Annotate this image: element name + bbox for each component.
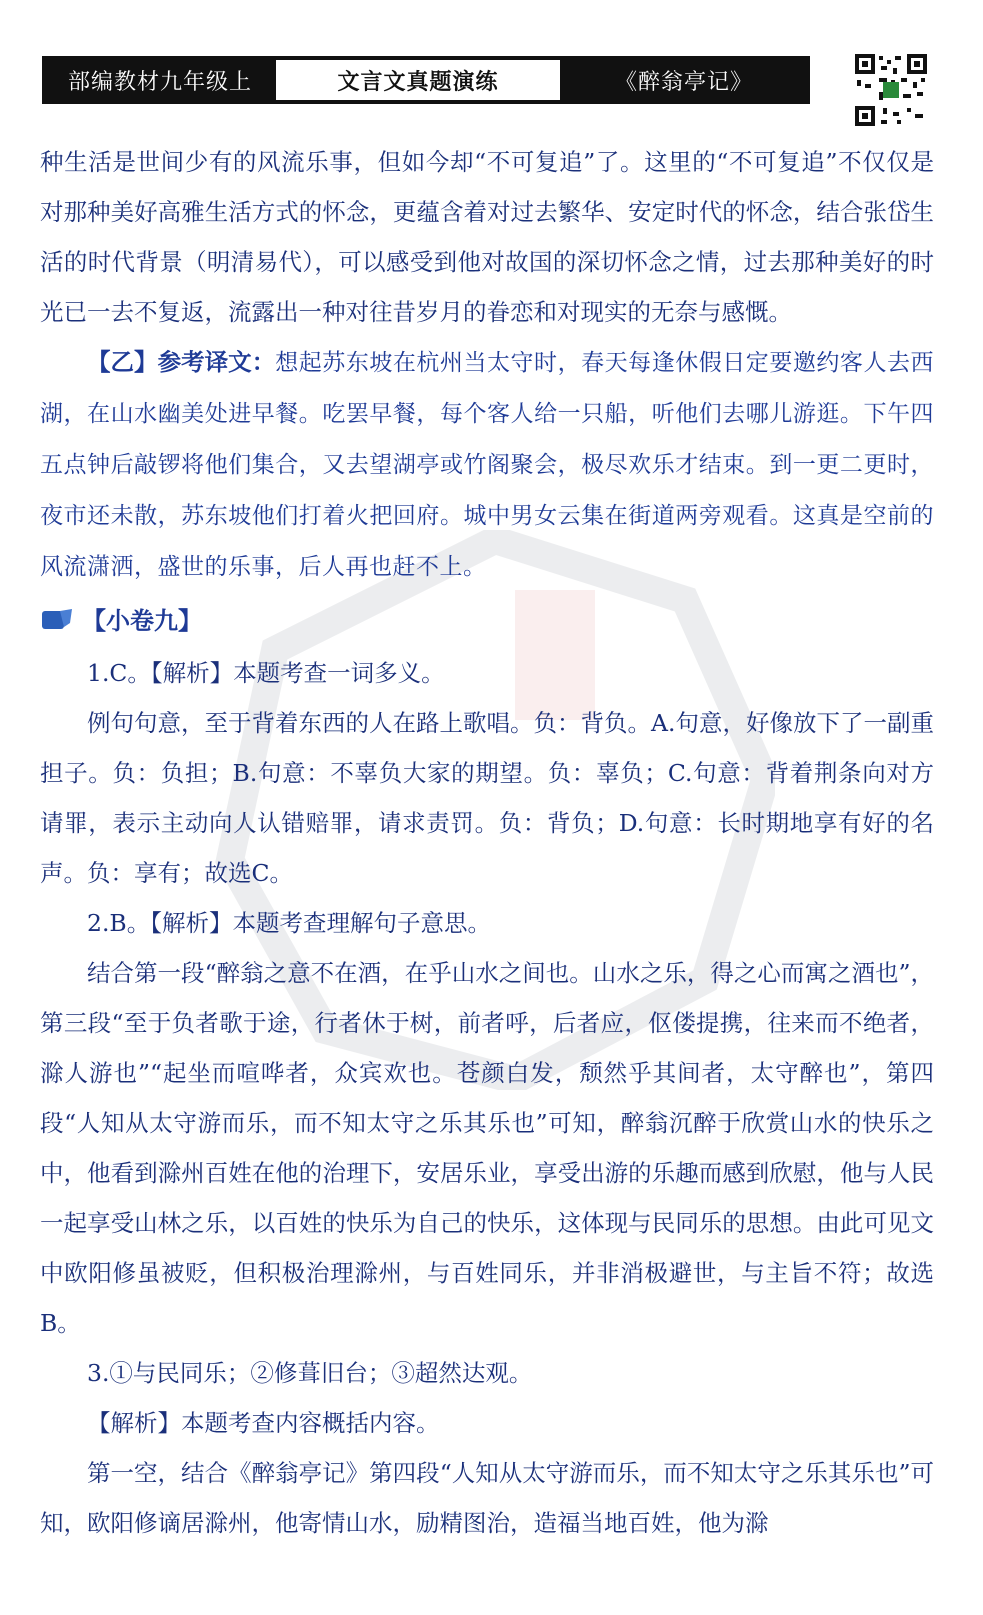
q3-jiexi: 【解析】本题考查内容概括内容。 bbox=[87, 1409, 440, 1437]
q2-analysis: 结合第一段“醉翁之意不在酒，在乎山水之间也。山水之乐，得之心而寓之酒也”，第三段“至于负者歌于途，行者休于树，前者呼，后者应，伛偻提携，往来而不绝者，滁人游也”“起坐而喧哗者，众宾欢也。苍颜白发，颓然乎其间者，太守醉也”，第四段“人知从太守游而乐，而不知太守之乐其乐也”可知，醉翁沉醉于欣赏山水的快乐之中，他看到滁州百姓在他的治理下，安居乐业，享受出游的乐趣而感到欣慰，他与人民一起享受山林之乐，以百姓的快乐为自己的快乐，这体现与民同乐的思想。由此可见文中欧阳修虽被贬，但积极治理滁州，与百姓同乐，并非消极避世，与主旨不符；故选B。 bbox=[40, 959, 934, 1337]
yi-translation: 想起苏东坡在杭州当太守时，春天每逢休假日定要邀约客人去西湖，在山水幽美处进早餐。吃罢早餐，每个客人给一只船，听他们去哪儿游逛。下午四五点钟后敲锣将他们集合，又去望湖亭或竹阁聚会，极尽欢乐才结束。到一更二更时，夜市还未散，苏东坡他们打着火把回府。城中男女云集在街道两旁观看。这真是空前的风流潇洒，盛世的乐事，后人再也赶不上。 bbox=[40, 350, 935, 580]
section-title: 【小卷九】 bbox=[82, 606, 202, 635]
q2-answer: 2.B。【解析】本题考查理解句子意思。 bbox=[87, 909, 491, 937]
bookmark-icon bbox=[40, 607, 74, 635]
header-title: 《醉翁亭记》 bbox=[560, 58, 808, 102]
paragraph-yi bbox=[40, 337, 934, 592]
section-heading bbox=[40, 594, 934, 648]
yi-label: 【乙】参考译文： bbox=[87, 348, 276, 376]
header-grade: 部编教材九年级上 bbox=[44, 58, 276, 102]
document-body bbox=[40, 137, 934, 1548]
q3-answer: 3.①与民同乐；②修葺旧台；③超然达观。 bbox=[87, 1359, 533, 1387]
q1-analysis: 例句句意，至于背着东西的人在路上歌唱。负：背负。A.句意，好像放下了一副重担子。负：负担；B.句意：不辜负大家的期望。负：辜负；C.句意：背着荆条向对方请罪，表示主动向人认错赔罪，请求责罚。负：背负；D.句意：长时期地享有好的名声。负：享有；故选C。 bbox=[40, 709, 934, 887]
qr-code-icon[interactable] bbox=[853, 52, 929, 128]
header-topic: 文言文真题演练 bbox=[276, 60, 560, 100]
q1-answer: 1.C。【解析】本题考查一词多义。 bbox=[87, 659, 445, 687]
paragraph-intro: 种生活是世间少有的风流乐事，但如今却“不可复追”了。这里的“不可复追”不仅仅是对那种美好高雅生活方式的怀念，更蕴含着对过去繁华、安定时代的怀念，结合张岱生活的时代背景（明清易代），可以感受到他对故国的深切怀念之情，过去那种美好的时光已一去不复返，流露出一种对往昔岁月的眷恋和对现实的无奈与感慨。 bbox=[40, 148, 934, 326]
q3-analysis: 第一空，结合《醉翁亭记》第四段“人知从太守游而乐，而不知太守之乐其乐也”可知，欧阳修谪居滁州，他寄情山水，励精图治，造福当地百姓，他为滁 bbox=[40, 1459, 934, 1537]
header-bar bbox=[42, 56, 810, 104]
